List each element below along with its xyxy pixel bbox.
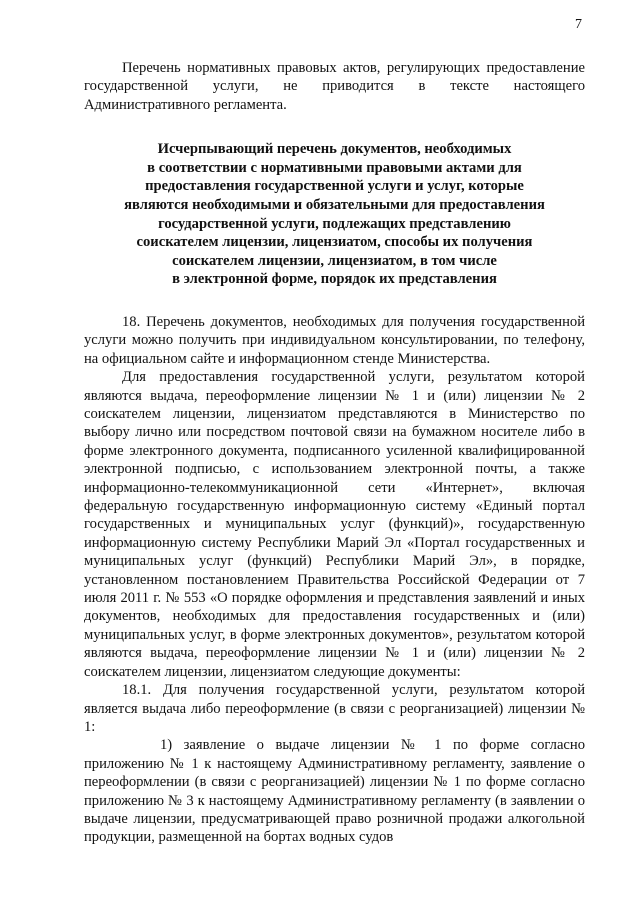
page-number: 7 xyxy=(575,17,582,32)
title-line: в электронной форме, порядок их представления xyxy=(172,271,497,288)
title-line: государственной услуги, подлежащих представлению xyxy=(158,215,511,232)
title-line: в соответствии с нормативными правовыми актами для xyxy=(147,159,522,176)
paragraph-18-1: 18.1. Для получения государственной услуги, результатом которой является выдача либо переоформление (в связи с реорганизацией) лицензии № 1: xyxy=(84,682,585,735)
title-line: соискателем лицензии, лицензиатом, в том числе xyxy=(172,252,497,269)
title-line: являются необходимыми и обязательными для предоставления xyxy=(124,197,545,213)
intro-paragraph: Перечень нормативных правовых актов, регулирующих предоставление государственной услуги, не приводится в тексте настоящего Административного регламента. xyxy=(84,60,585,113)
paragraph-18-1-item-1: 1) заявление о выдаче лицензии № 1 по форме согласно приложению № 1 к настоящему Административному регламенту, заявление о переоформлении (в связи с реорганизацией) лицензии № 1 по форме согласно приложению № 3 к настоящему Административному регламенту (в заявлении о выдаче лицензии, предусматривающей право розничной продажи алкогольной продукции, размещенной на бортах водных судов xyxy=(84,737,585,846)
title-line: соискателем лицензии, лицензиатом, способы их получения xyxy=(136,234,533,251)
document-body xyxy=(84,59,585,847)
title-line: Исчерпывающий перечень документов, необходимых xyxy=(157,141,512,158)
section-title xyxy=(84,140,585,289)
title-line: предоставления государственной услуги и услуг, которые xyxy=(145,178,524,195)
paragraph-18: 18. Перечень документов, необходимых для получения государственной услуги можно получить при индивидуальном консультировании, по телефону, на официальном сайте и информационном стенде Министерства. xyxy=(84,313,585,367)
paragraph-documents: Для предоставления государственной услуги, результатом которой являются выдача, переоформление лицензии № 1 и (или) лицензии № 2 соискателем лицензии, лицензиатом представляются в Министерство по выбору лично или посредством почтовой связи на бумажном носителе либо в форме электронного документа, подписанного усиленной квалифицированной электронной подписью, с использованием электронной почты, а также информационно-телекоммуникационной сети «Интернет», включая федеральную государственную информационную систему «Единый портал государственных и муниципальных услуг (функций)», государственную информационную систему Республики Марий Эл «Портал государственных и муниципальных услуг (функций) Республики Марий Эл», в порядке, установленном постановлением Правительства Российской Федерации от 7 июля 2011 г. № 553 «О порядке оформления и представления заявлений и иных документов, необходимых для предоставления государственных и (или) муниципальных услуг, в форме электронных документов», результатом которой являются выдача, переоформление лицензии № 1 и (или) лицензии № 2 соискателем лицензии, лицензиатом следующие документы: xyxy=(84,369,585,680)
